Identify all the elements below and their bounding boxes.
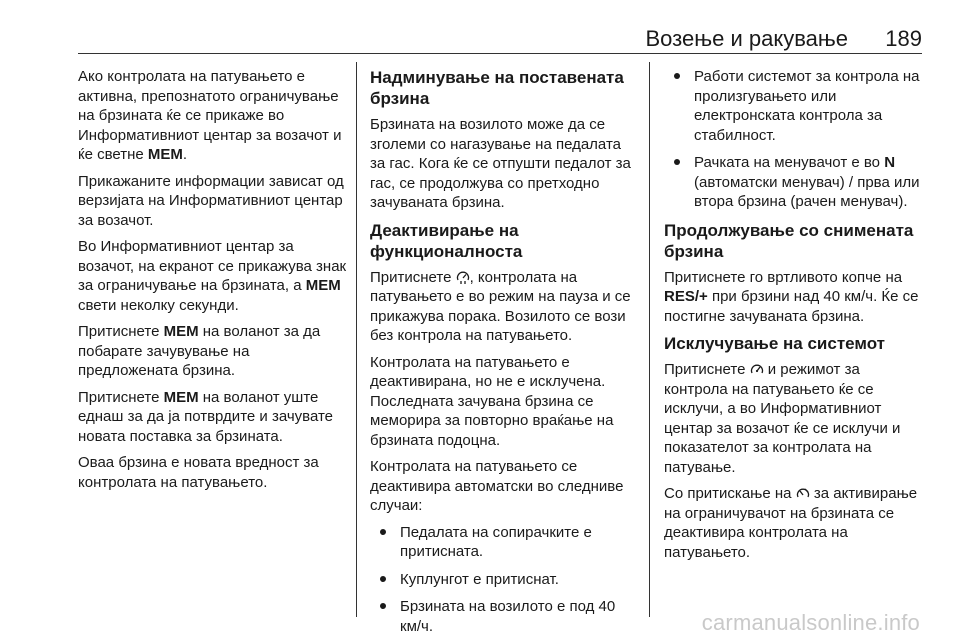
list-item: Брзината на возилото е под 40 км/ч. (370, 597, 634, 636)
paragraph: Притиснете и режимот за контрола на патувањето ќе се исклучи, а во Информативниот центар за возачот ќе се исклучи и показателот за контролата на патување. (664, 361, 901, 476)
cruise-pause-icon (456, 270, 470, 284)
page-header (0, 0, 960, 56)
gear-n-label: N (884, 154, 896, 171)
section-heading: Продолжување со снимената брзина (664, 220, 914, 261)
paragraph: Притиснете го вртливото копче на RES/+ при брзини над 40 км/ч. Ќе се постигне зачуваната брзина. (664, 268, 919, 325)
paragraph: Притиснете MEM на воланот за да побарате зачувување на предложената брзина. (78, 323, 321, 379)
paragraph: Прикажаните информации зависат од верзијата на Информативниот центар за возачот. (78, 172, 344, 229)
column-divider-1 (356, 62, 357, 617)
section-heading: Исклучување на системот (664, 334, 886, 353)
mem-label: MEM (147, 146, 183, 163)
header-rule (78, 53, 922, 54)
list-item: Педалата на сопирачките е притисната. (370, 523, 634, 562)
bullet-dot (380, 529, 386, 535)
bullet-dot (674, 73, 680, 79)
section-heading: Деактивирање на функционалноста (370, 220, 523, 261)
speed-limiter-icon (796, 486, 810, 500)
section-heading: Надминување на поставената брзина (370, 68, 624, 108)
column-1 (78, 67, 350, 499)
paragraph: Брзината на возилото може да се зголеми со нагазување на педалата за гас. Кога ќе се отпушти педалот за гас, се продолжува со претходно зачуваната брзина. (370, 116, 631, 211)
paragraph: Во Информативниот центар за возачот, на екранот се прикажува знак за ограничување на брзината, а MEM свети неколку секунди. (78, 238, 347, 314)
column-2 (370, 67, 634, 642)
res-plus-label: RES/+ (664, 288, 708, 305)
paragraph: Ако контролата на патувањето е активна, препознатото ограничување на брзината ќе се прикаже во Информативниот центар за возачот и ќе светне MEM. (78, 68, 342, 163)
header-title: Возење и ракување (645, 26, 848, 51)
paragraph: Со притискање на за активирање на ограничувачот на брзината се деактивира контролата на патувањето. (664, 485, 918, 561)
bullet-dot (674, 159, 680, 165)
list-item: Работи системот за контрола на пролизгувањето или електронската контрола за стабилност. (664, 67, 926, 145)
mem-label: MEM (163, 388, 199, 406)
cruise-control-icon (750, 362, 764, 376)
watermark: carmanualsonline.info (701, 610, 920, 635)
list-item: Рачката на менувачот е во N (автоматски менувач) / прва или втора брзина (рачен менувач). (664, 153, 926, 212)
paragraph: Притиснете MEM на воланот уште еднаш за да ја потврдите и зачувате новата поставка за брзината. (78, 388, 334, 445)
paragraph: Контролата на патувањето се деактивира автоматски во следниве случаи: (370, 458, 624, 514)
bullet-list (370, 523, 634, 637)
paragraph: Притиснете , контролата на патувањето е во режим на пауза и се прикажува порака. Возилото се вози без контрола на патувањето. (370, 268, 631, 344)
bullet-dot (380, 603, 386, 609)
mem-label: MEM (305, 277, 341, 294)
paragraph: Оваа брзина е новата вредност за контролата на патувањето. (78, 454, 319, 491)
mem-label: MEM (163, 323, 199, 340)
paragraph: Контролата на патувањето е деактивирана, но не е исклучена. Последната зачувана брзина се меморира за повторно враќање на брзината подоцна. (370, 353, 614, 449)
column-divider-2 (649, 62, 650, 617)
page-number: 189 (885, 26, 922, 51)
bullet-list (664, 67, 926, 212)
list-item: Куплунгот е притиснат. (370, 570, 634, 590)
column-3 (664, 67, 926, 569)
bullet-dot (380, 576, 386, 582)
